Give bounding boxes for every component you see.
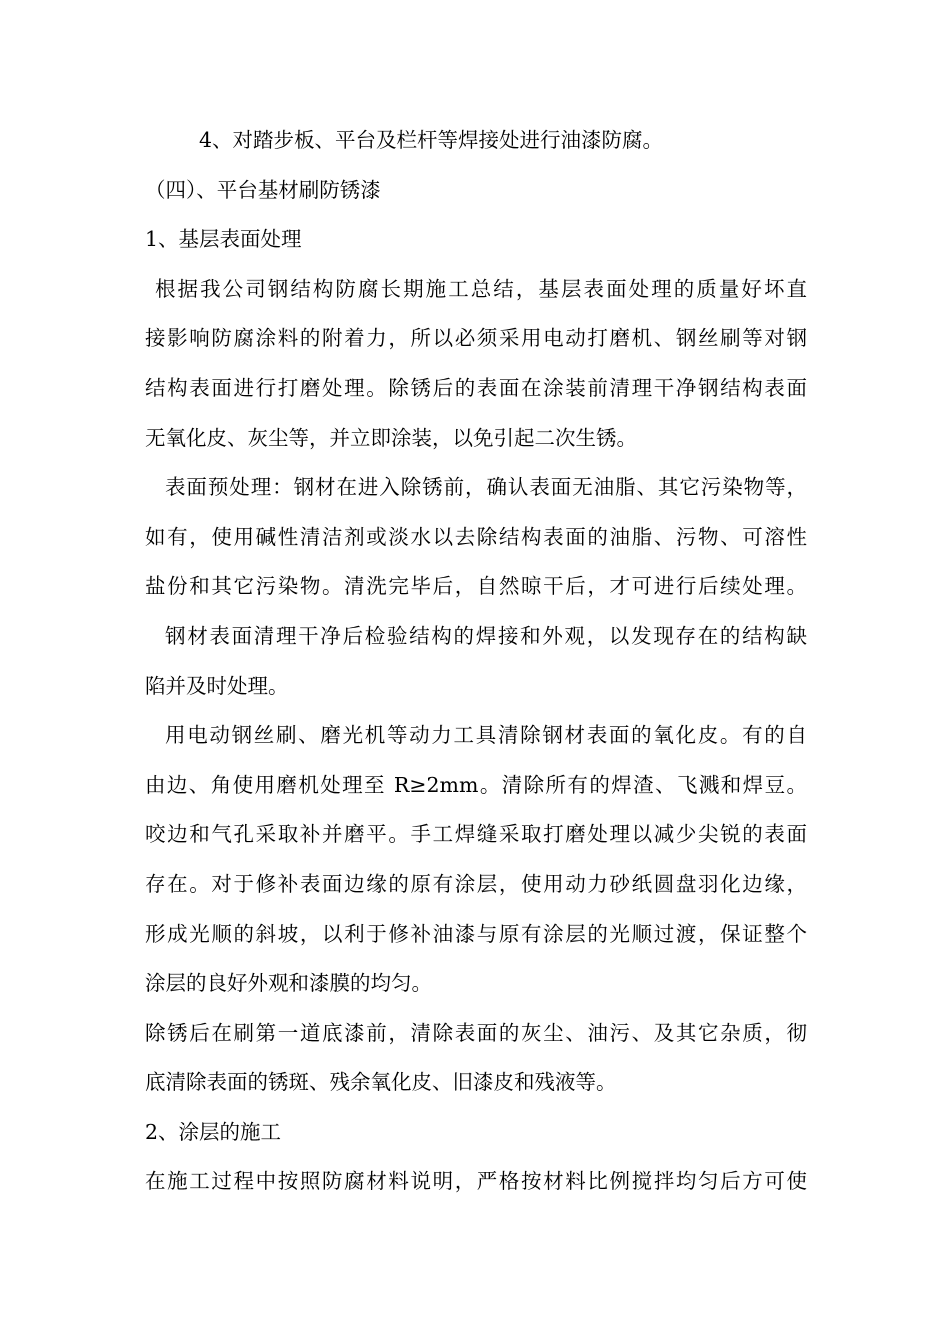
paragraph-line: 盐份和其它污染物。清洗完毕后，自然晾干后，才可进行后续处理。 (145, 574, 807, 599)
paragraph-line: 用电动钢丝刷、磨光机等动力工具清除钢材表面的氧化皮。有的自 (165, 723, 807, 748)
paragraph-line: 结构表面进行打磨处理。除锈后的表面在涂装前清理干净钢结构表面 (145, 375, 807, 400)
paragraph-line: 涂层的良好外观和漆膜的均匀。 (145, 971, 432, 996)
document-body (145, 116, 807, 1207)
paragraph-line: 无氧化皮、灰尘等，并立即涂装，以免引起二次生锈。 (145, 425, 637, 450)
paragraph-line: 接影响防腐涂料的附着力，所以必须采用电动打磨机、钢丝刷等对钢 (145, 326, 807, 351)
subheading-1-surface-treatment: 1、基层表面处理 (145, 227, 302, 252)
subheading-2-coating-construction: 2、涂层的施工 (145, 1119, 282, 1144)
paragraph-line: 根据我公司钢结构防腐长期施工总结，基层表面处理的质量好坏直 (155, 276, 807, 301)
paragraph-line: 表面预处理：钢材在进入除锈前，确认表面无油脂、其它污染物等， (165, 475, 807, 500)
paragraph-line: 由边、角使用磨机处理至 R≥2mm。清除所有的焊渣、飞溅和焊豆。 (145, 772, 807, 797)
section-heading-4: （四）、平台基材刷防锈漆 (145, 177, 381, 202)
paragraph-line: 咬边和气孔采取补并磨平。手工焊缝采取打磨处理以减少尖锐的表面 (145, 822, 807, 847)
paragraph-line: 除锈后在刷第一道底漆前，清除表面的灰尘、油污、及其它杂质，彻 (145, 1020, 807, 1045)
list-item-4-paint-welds: 4、对踏步板、平台及栏杆等焊接处进行油漆防腐。 (199, 128, 664, 152)
paragraph-line: 形成光顺的斜坡，以利于修补油漆与原有涂层的光顺过渡，保证整个 (145, 921, 807, 946)
paragraph-line: 钢材表面清理干净后检验结构的焊接和外观，以发现存在的结构缺 (165, 623, 807, 648)
paragraph-line: 底清除表面的锈斑、残余氧化皮、旧漆皮和残液等。 (145, 1070, 617, 1095)
paragraph-line: 陷并及时处理。 (145, 673, 289, 698)
paragraph-line: 在施工过程中按照防腐材料说明，严格按材料比例搅拌均匀后方可使 (145, 1169, 807, 1194)
paragraph-line: 如有，使用碱性清洁剂或淡水以去除结构表面的油脂、污物、可溶性 (145, 524, 807, 549)
paragraph-line: 存在。对于修补表面边缘的原有涂层，使用动力砂纸圆盘羽化边缘， (145, 871, 807, 896)
